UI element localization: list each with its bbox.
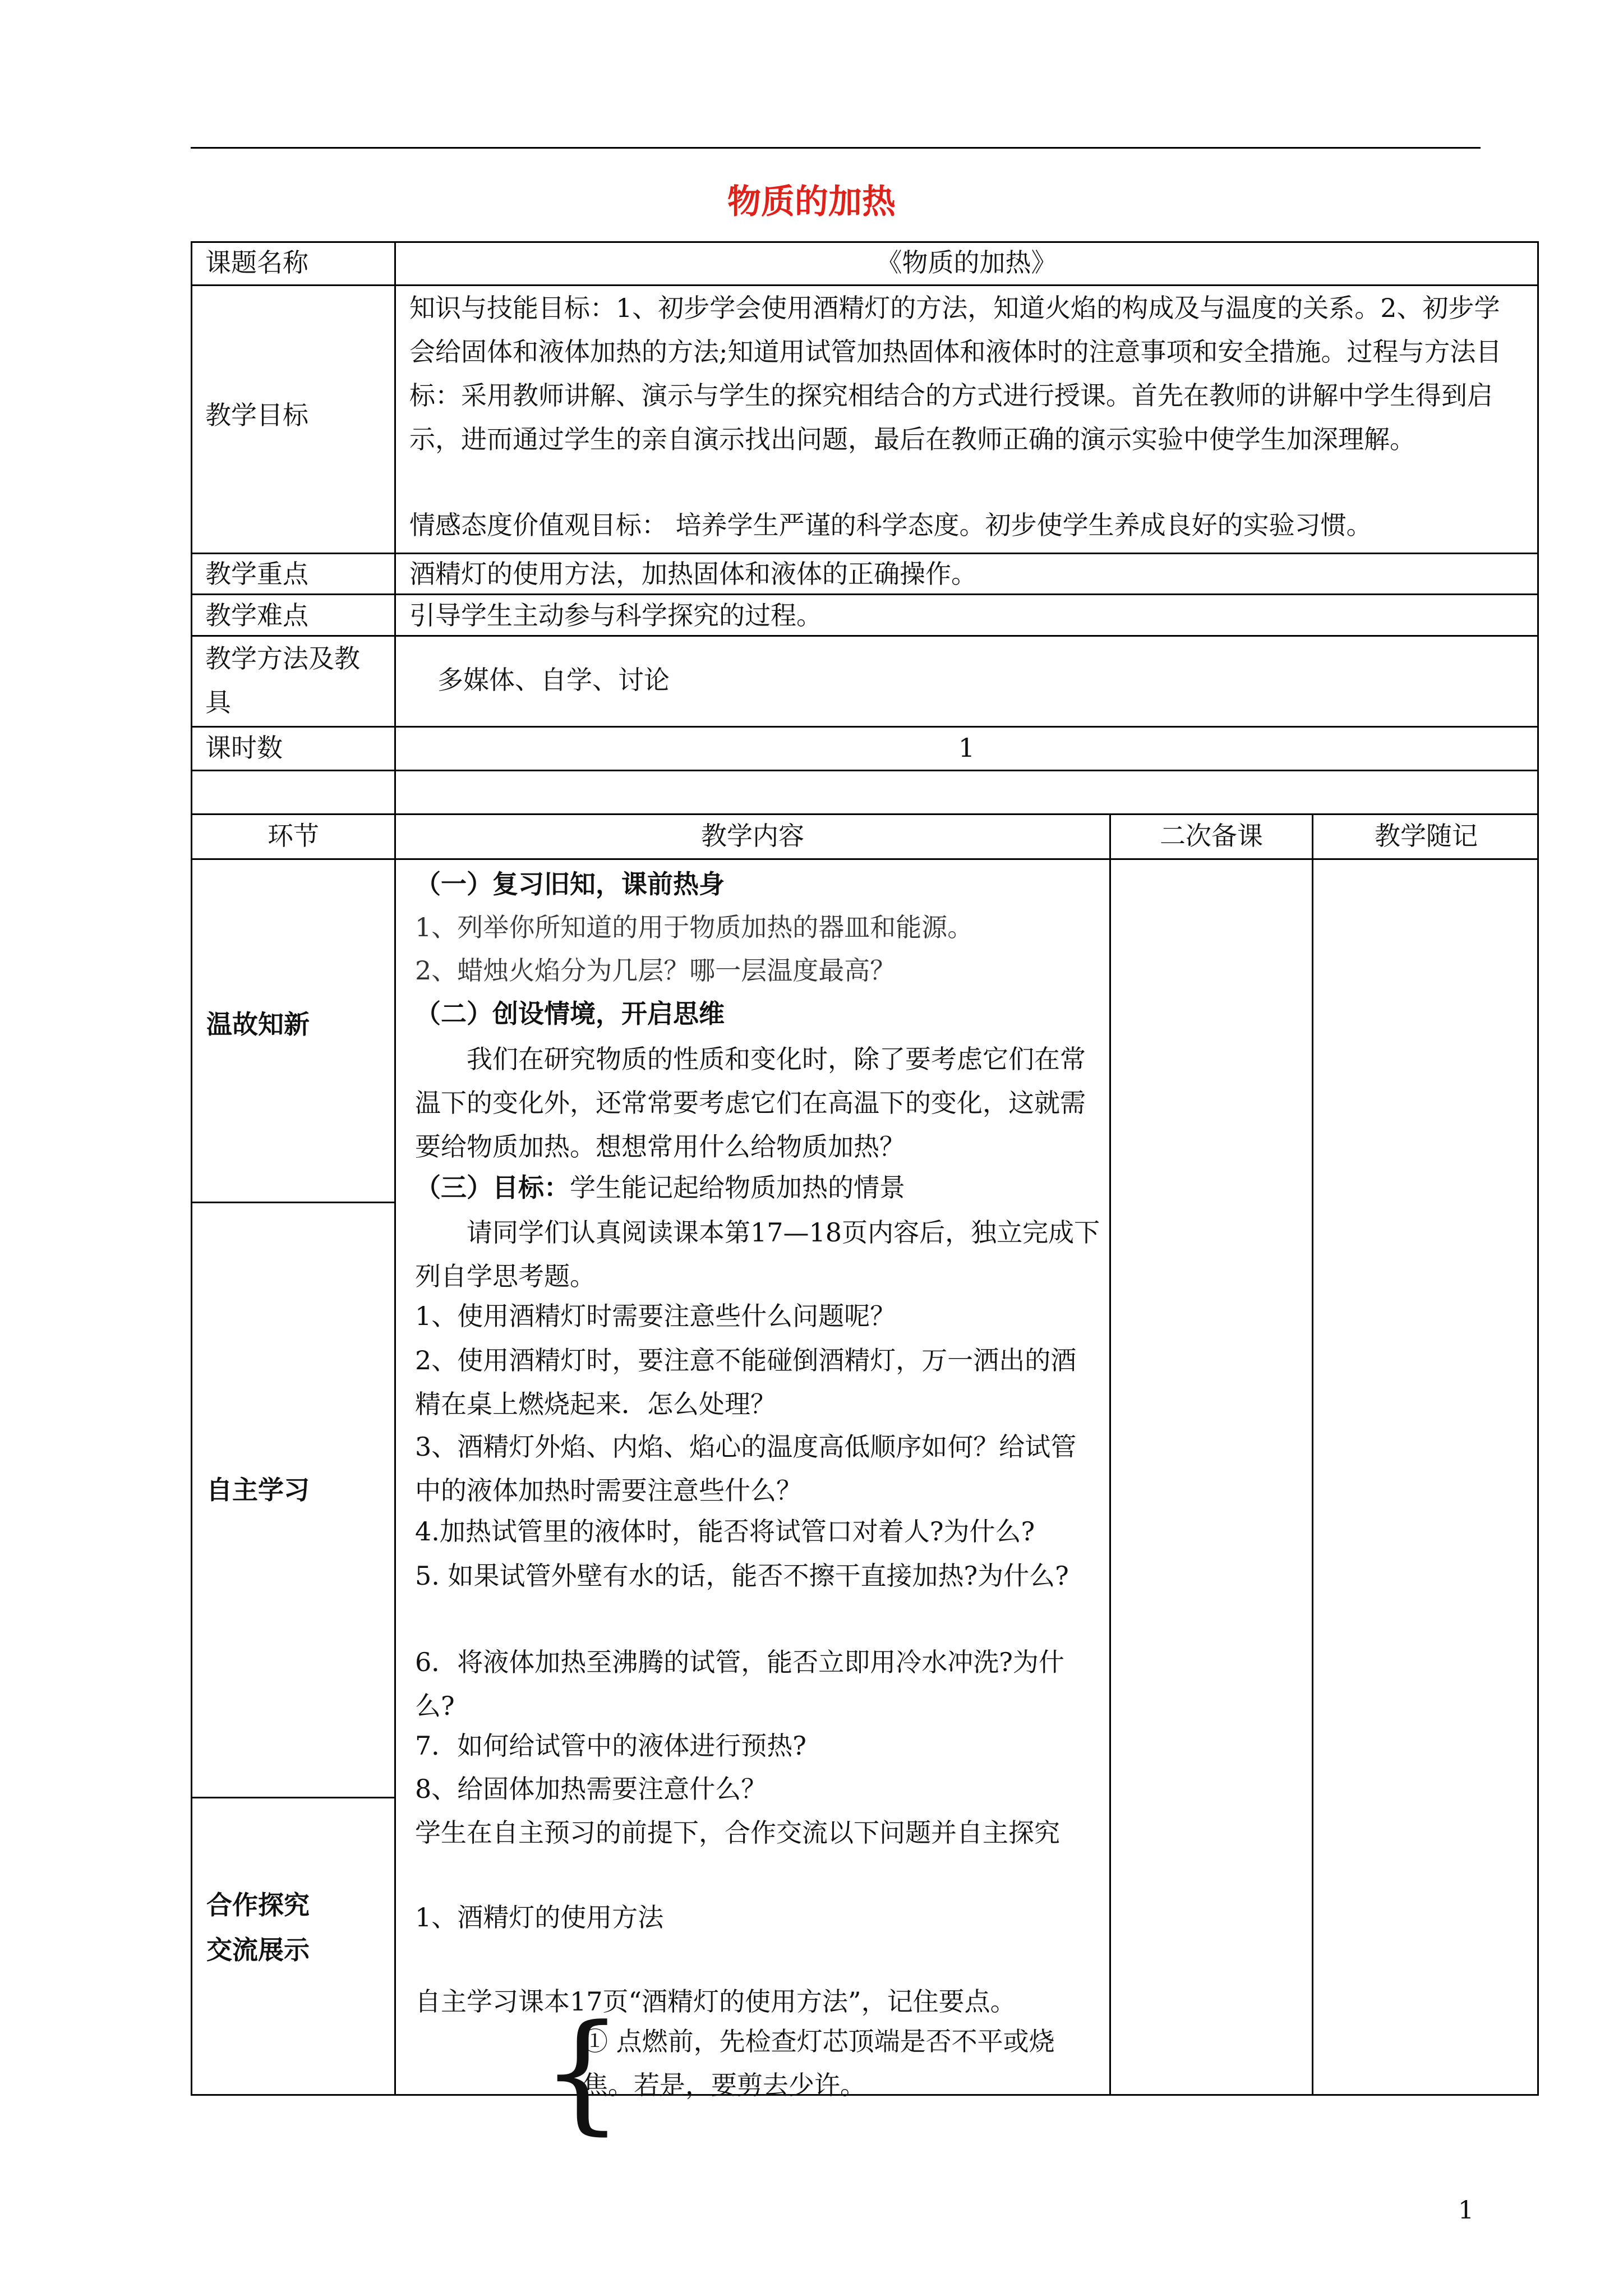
- difficulty-label: 教学难点: [205, 600, 308, 631]
- content-line-1: 1、列举你所知道的用于物质加热的器皿和能源。: [415, 912, 974, 942]
- content-heading-3-label: （三）目标：: [415, 1172, 570, 1203]
- content-line-2: 2、蜡烛火焰分为几层？哪一层温度最高？: [415, 955, 896, 986]
- methods-value: 多媒体、自学、讨论: [437, 665, 670, 695]
- question-5: 5. 如果试管外壁有水的话，能否不擦干直接加热?为什么?: [415, 1561, 1069, 1591]
- col-header-stage: 环节: [268, 821, 319, 851]
- content-para-1: 我们在研究物质的性质和变化时，除了要考虑它们在常温下的变化外，还常常要考虑它们在高温下的变化，这就需要给物质加热。想想常用什么给物质加热？: [415, 1044, 1086, 1162]
- content-para-6: ① 点燃前，先检查灯芯顶端是否不平或烧焦。若是，要剪去少许。: [582, 2026, 1055, 2100]
- content-heading-3-text: 学生能记起给物质加热的情景: [570, 1172, 905, 1203]
- header-rule: [191, 147, 1481, 149]
- col-header-content: 教学内容: [701, 821, 804, 851]
- question-6: 6．将液体加热至沸腾的试管，能否立即用冷水冲洗?为什么?: [415, 1647, 1064, 1721]
- col-header-notes: 教学随记: [1375, 821, 1478, 851]
- question-3: 3、酒精灯外焰、内焰、焰心的温度高低顺序如何？给试管中的液体加热时需要注意些什么？: [415, 1432, 1077, 1506]
- question-8: 8、给固体加热需要注意什么？: [415, 1774, 767, 1804]
- content-para-4: 1、酒精灯的使用方法: [415, 1902, 664, 1932]
- page-title: 物质的加热: [727, 182, 896, 222]
- content-para-3: 学生在自主预习的前提下，合作交流以下问题并自主探究: [415, 1818, 1060, 1848]
- key-value: 酒精灯的使用方法，加热固体和液体的正确操作。: [409, 559, 977, 589]
- section-cooperate-a: 合作探究: [206, 1890, 310, 1920]
- hours-label: 课时数: [205, 733, 283, 763]
- content-para-5: 自主学习课本17页“酒精灯的使用方法”，记住要点。: [415, 1986, 1016, 2017]
- section-self-study: 自主学习: [206, 1475, 310, 1505]
- question-4: 4.加热试管里的液体时，能否将试管口对着人?为什么?: [415, 1516, 1035, 1547]
- brace-symbol: {: [541, 1998, 624, 2147]
- methods-label: 教学方法及教具: [205, 643, 360, 717]
- question-1: 1、使用酒精灯时需要注意些什么问题呢？: [415, 1301, 896, 1331]
- content-heading-3: [415, 1167, 905, 1208]
- question-7: 7．如何给试管中的液体进行预热?: [415, 1731, 806, 1761]
- difficulty-value: 引导学生主动参与科学探究的过程。: [409, 600, 822, 631]
- page-number: 1: [1458, 2196, 1474, 2225]
- content-para-2: 请同学们认真阅读课本第17—18页内容后，独立完成下列自学思考题。: [415, 1217, 1100, 1291]
- goals-text-1: 知识与技能目标：1、初步学会使用酒精灯的方法，知道火焰的构成及与温度的关系。2、初步学会给固体和液体加热的方法;知道用试管加热固体和液体时的注意事项和安全措施。过程与方法目标：采用教师讲解、演示与学生的探究相结合的方式进行授课。首先在教师的讲解中学生得到启示，进而通过学生的亲自演示找出问题，最后在教师正确的演示实验中使学生加深理解。: [409, 293, 1502, 454]
- topic-value: 《物质的加热》: [876, 247, 1057, 278]
- goals-text-2: 情感态度价值观目标： 培养学生严谨的科学态度。初步使学生养成良好的实验习惯。: [409, 510, 1372, 540]
- topic-label: 课题名称: [205, 247, 308, 278]
- hours-value: 1: [958, 733, 975, 763]
- section-cooperate-b: 交流展示: [206, 1935, 310, 1965]
- goals-label: 教学目标: [205, 400, 308, 430]
- content-heading-1: （一）复习旧知，课前热身: [415, 869, 725, 899]
- section-review: 温故知新: [206, 1009, 310, 1039]
- content-heading-2: （二）创设情境，开启思维: [415, 999, 725, 1029]
- key-label: 教学重点: [205, 559, 308, 589]
- col-header-second-prep: 二次备课: [1160, 821, 1263, 851]
- question-2: 2、使用酒精灯时，要注意不能碰倒酒精灯，万一洒出的酒精在桌上燃烧起来．怎么处理？: [415, 1345, 1077, 1419]
